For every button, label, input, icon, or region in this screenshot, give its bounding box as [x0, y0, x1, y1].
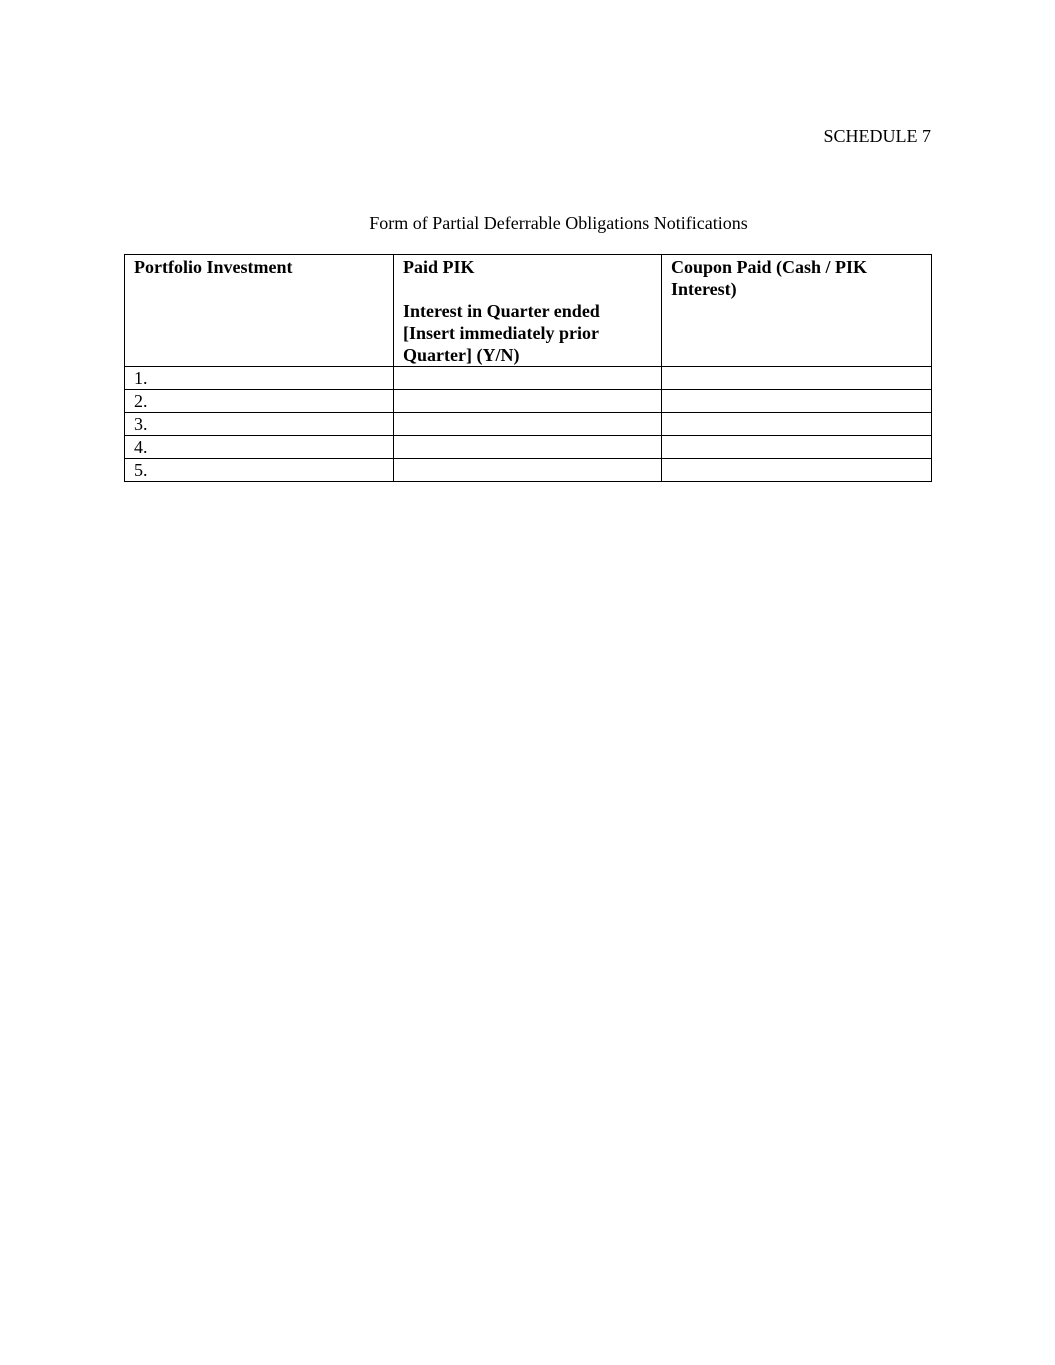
form-title: Form of Partial Deferrable Obligations Notifications: [369, 213, 748, 233]
coupon-cell: [662, 367, 932, 390]
row-number-cell: 1.: [125, 367, 394, 390]
table-row: [125, 390, 932, 413]
header-portfolio-label: Portfolio Investment: [134, 257, 293, 277]
header-paid-pik-spacer: [403, 278, 652, 300]
row-number-cell: 4.: [125, 436, 394, 459]
row-number-cell: 5.: [125, 459, 394, 482]
table-row: [125, 436, 932, 459]
row-number-cell: 2.: [125, 390, 394, 413]
schedule-label: SCHEDULE 7: [823, 126, 931, 146]
table-row: [125, 413, 932, 436]
coupon-cell: [662, 413, 932, 436]
header-coupon-label: Coupon Paid (Cash / PIK Interest): [671, 257, 868, 299]
header-portfolio-investment: [125, 255, 394, 367]
coupon-cell: [662, 459, 932, 482]
header-paid-pik-label: Paid PIK: [403, 257, 475, 277]
coupon-cell: [662, 390, 932, 413]
table-row: [125, 459, 932, 482]
header-coupon-paid: [662, 255, 932, 367]
paid-pik-cell: [394, 459, 662, 482]
row-number-cell: 3.: [125, 413, 394, 436]
paid-pik-cell: [394, 390, 662, 413]
header-paid-pik-detail: Interest in Quarter ended [Insert immediately prior Quarter] (Y/N): [403, 301, 600, 365]
coupon-cell: [662, 436, 932, 459]
paid-pik-cell: [394, 367, 662, 390]
table-row: [125, 367, 932, 390]
paid-pik-cell: [394, 413, 662, 436]
header-paid-pik: [394, 255, 662, 367]
table-header-row: [125, 255, 932, 367]
notifications-table: [124, 254, 932, 482]
paid-pik-cell: [394, 436, 662, 459]
